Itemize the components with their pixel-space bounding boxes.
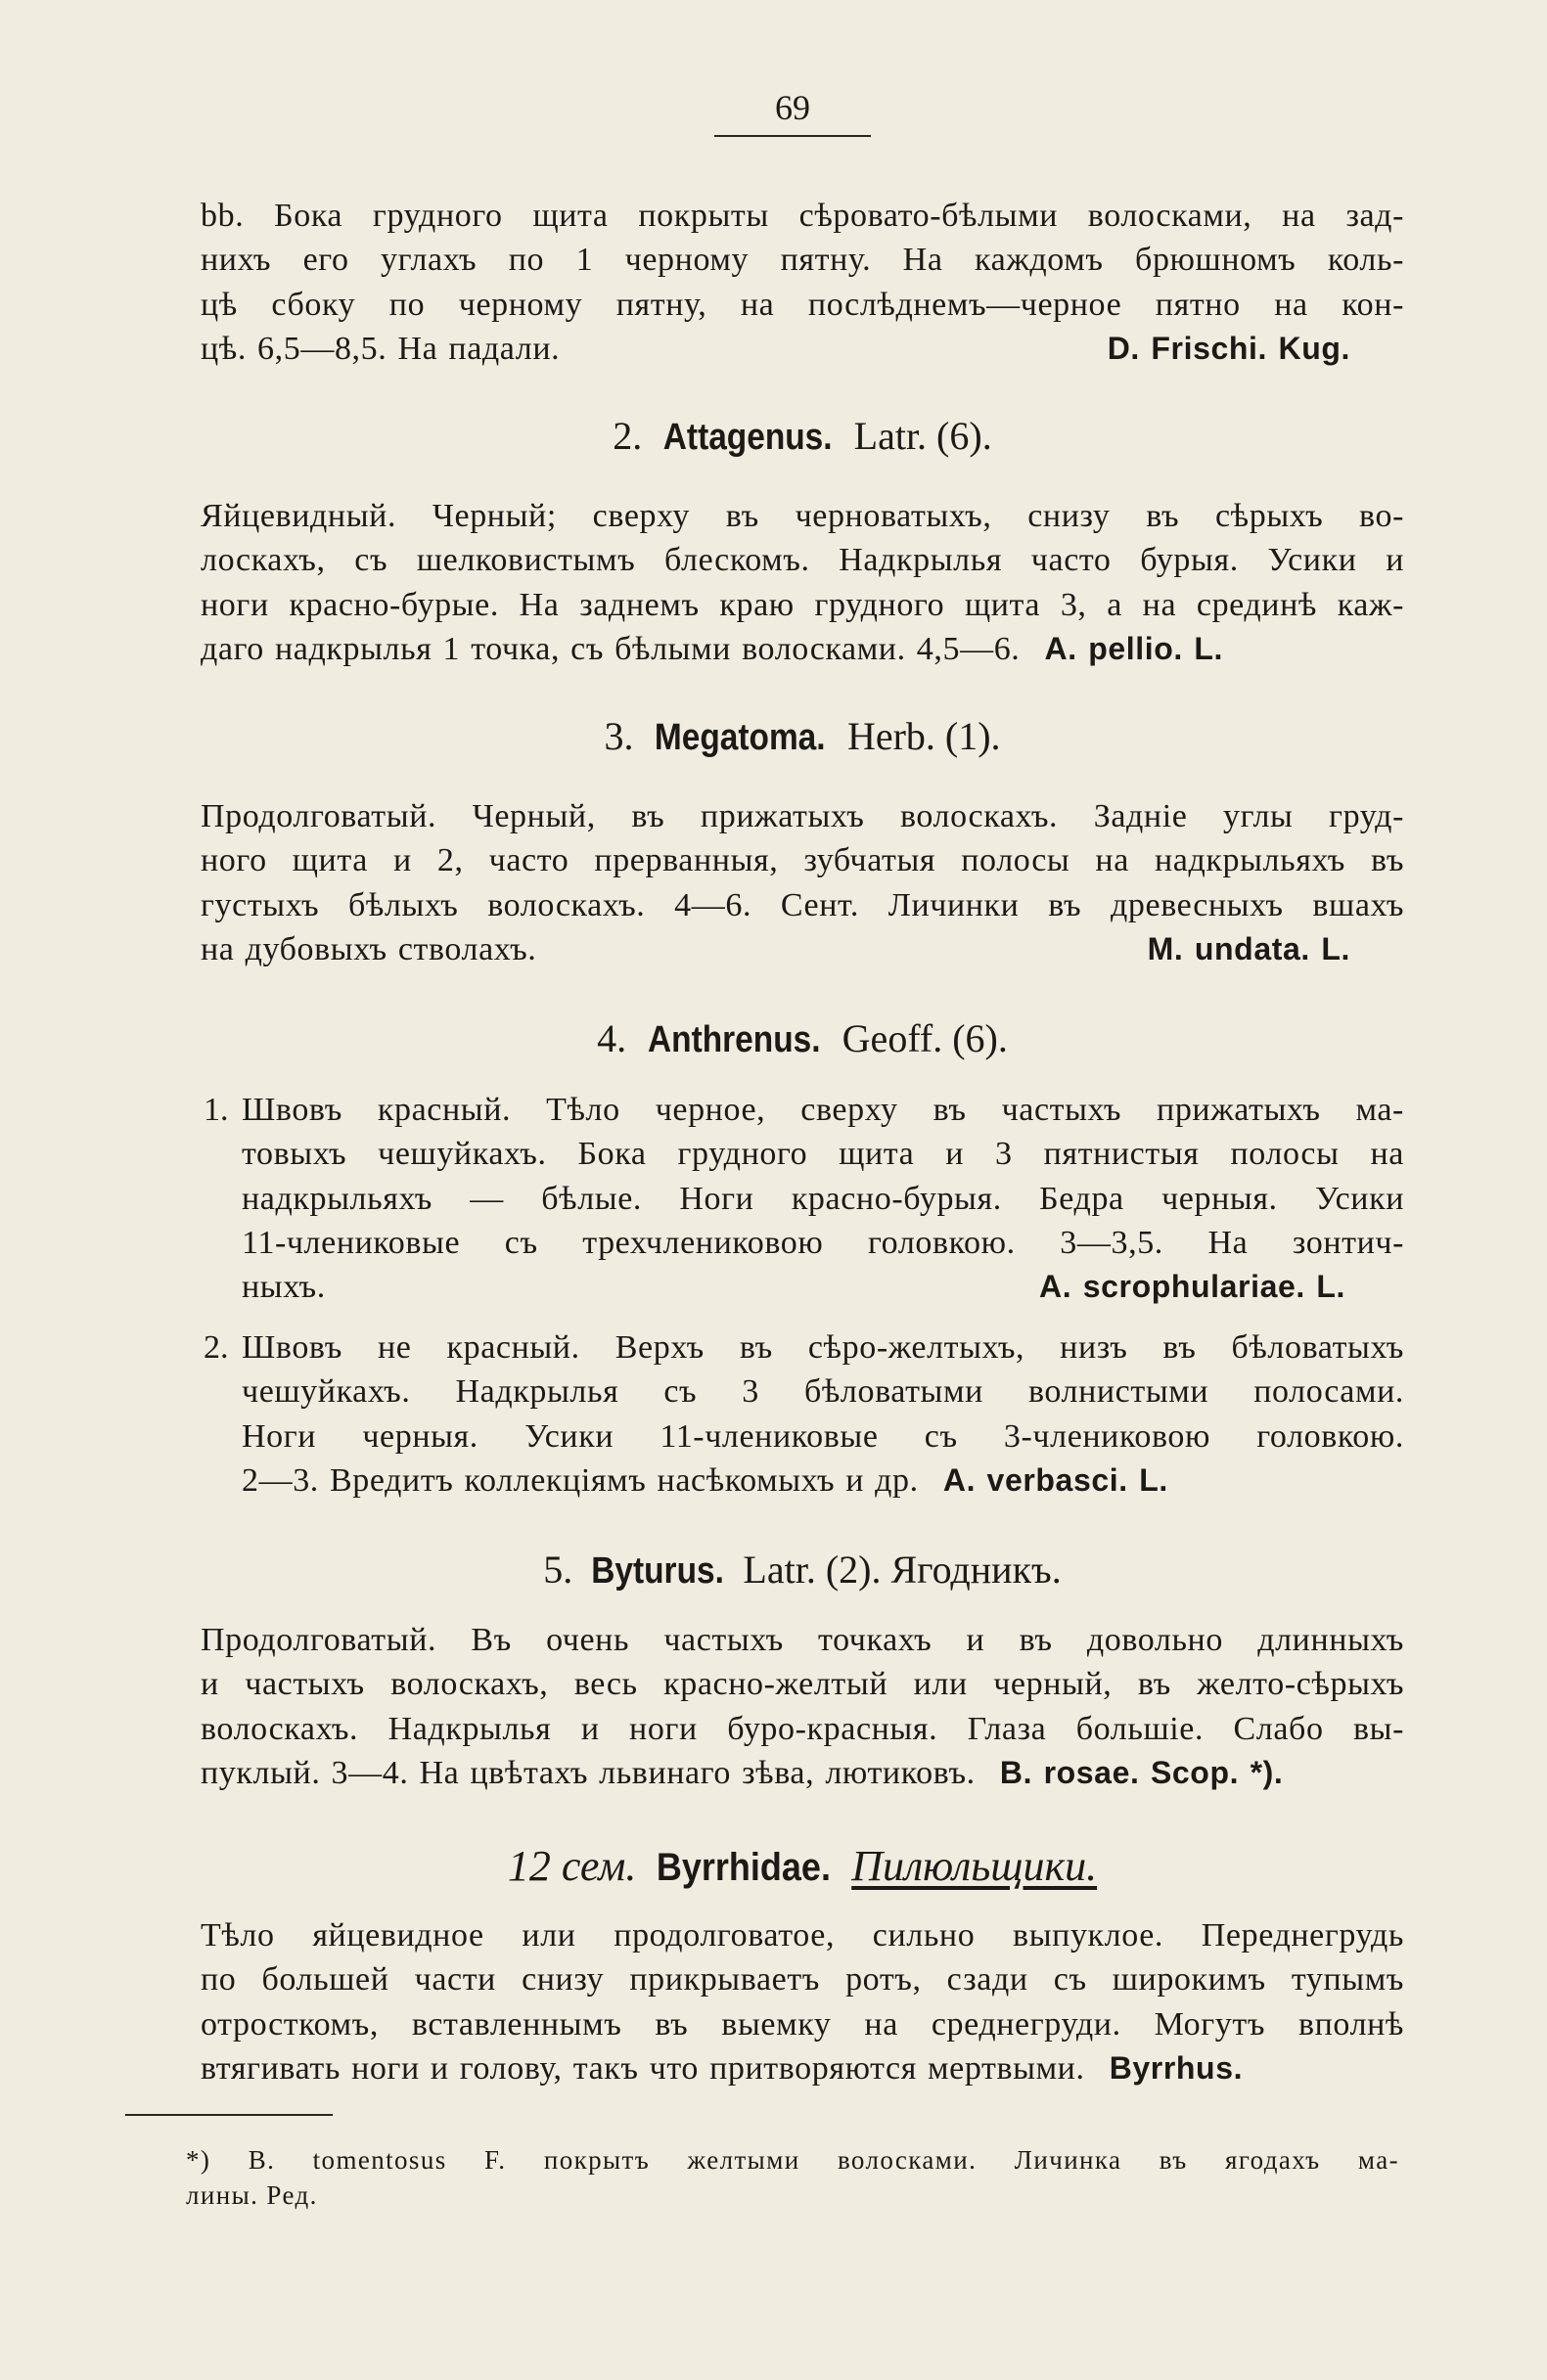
text-line: 11-члениковые съ трехчлениковою головкою. 3—3,5. На зонтич- [242,1224,1404,1261]
text-line [201,327,1404,371]
key-number: 2. [204,1329,229,1366]
genus-author: Latr. (6). [853,414,992,458]
genus-description [201,494,1404,671]
genus-heading [201,1545,1404,1596]
text-line: Продолговатый. Черный, въ прижатыхъ волоскахъ. Задніе углы груд- [201,798,1404,834]
text-line: отросткомъ, вставленнымъ въ выемку на среднегруди. Могутъ вполнѣ [201,2005,1404,2043]
text-line: Тѣло яйцевидное или продолговатое, сильно выпуклое. Переднегрудь [201,1917,1404,1953]
genus-number: 3. [604,714,634,758]
footnote-line: *) B. tomentosus F. покрытъ желтыми волосками. Личинка въ ягодахъ ма- [186,2145,1399,2175]
species-name: A. verbasci. L. [942,1461,1168,1498]
text-line-start: ныхъ. [242,1269,326,1306]
family-heading [201,1839,1404,1895]
genus-heading [201,411,1404,463]
text-line: Продолговатый. Въ очень частыхъ точкахъ и въ довольно длинныхъ [201,1622,1404,1658]
text-line [242,1459,1404,1503]
genus-author: Herb. (1). [846,714,1001,758]
genus-number: 4. [597,1016,627,1060]
key-number: 1. [204,1092,229,1128]
text-line: ноги красно-бурые. На заднемъ краю грудного щита 3, а на срединѣ каж- [201,586,1404,623]
species-name: B. rosae. Scop. *). [999,1754,1284,1790]
genus-name: Byturus. [591,1550,725,1592]
genus-name: Attagenus. [663,417,833,458]
text-line: и частыхъ волоскахъ, весь красно-желтый или черный, въ желто-сѣрыхъ [201,1666,1404,1703]
genus-author: Latr. (2). Ягодникъ. [743,1548,1062,1592]
text-line [201,627,1404,671]
genus-name: Byrrhus. [1109,2049,1244,2086]
text-line: Швовъ не красный. Верхъ въ сѣро-желтыхъ, низъ въ бѣловатыхъ [242,1329,1404,1366]
species-name: A. scrophulariae. L. [1039,1269,1345,1305]
text-line: надкрыльяхъ — бѣлые. Ноги красно-бурыя. Бедра черныя. Усики [242,1180,1404,1217]
text-line: цѣ сбоку по черному пятну, на послѣднемъ—черное пятно на кон- [201,286,1404,323]
footnote [186,2142,1399,2213]
species-name: A. pellio. L. [1044,630,1224,666]
genus-description [201,1618,1404,1795]
text-line-start: втягивать ноги и голову, такъ что притворяются мертвыми. [201,2049,1085,2087]
footnote-line: лины. Ред. [186,2180,318,2210]
genus-heading [201,1013,1404,1065]
footnote-divider [125,2114,333,2116]
page-number: 69 [714,86,871,137]
text-line [201,1751,1404,1795]
family-description [201,1913,1404,2090]
text-line: Ноги черныя. Усики 11-члениковые съ 3-члениковою головкою. [242,1417,1404,1455]
text-line: Яйцевидный. Черный; сверху въ черноватыхъ, снизу въ сѣрыхъ во- [201,498,1404,534]
species-name: M. undata. L. [1147,930,1350,966]
family-number: 12 сем. [507,1842,637,1890]
family-latin-name: Byrrhidae. [657,1846,832,1889]
text-line-start: пуклый. 3—4. На цвѣтахъ львинаго зѣва, лютиковъ. [201,1754,976,1791]
key-entry [242,1088,1404,1309]
genus-number: 2. [613,414,643,458]
text-line: чешуйкахъ. Надкрылья съ 3 бѣловатыми волнистыми полосами. [242,1373,1404,1411]
text-line [201,2046,1404,2090]
genus-author: Geoff. (6). [842,1016,1008,1060]
genus-name: Anthrenus. [648,1019,821,1060]
genus-name: Megatoma. [655,717,827,758]
text-line [242,1265,1404,1309]
text-line: по большей части снизу прикрываетъ ротъ, сзади съ широкимъ тупымъ [201,1961,1404,1998]
text-line: bb. Бока грудного щита покрыты сѣровато-бѣлыми волосками, на зад- [201,198,1404,234]
text-line: нихъ его углахъ по 1 черному пятну. На каждомъ брюшномъ коль- [201,242,1404,279]
species-name: D. Frischi. Kug. [1107,330,1350,366]
text-line [201,927,1404,971]
text-line: товыхъ чешуйкахъ. Бока грудного щита и 3 пятнистыя полосы на [242,1136,1404,1173]
text-line: лоскахъ, съ шелковистымъ блескомъ. Надкрылья часто бурыя. Усики и [201,542,1404,579]
genus-description [201,794,1404,971]
text-line-start: цѣ. 6,5—8,5. На падали. [201,330,561,367]
intro-key-paragraph [201,194,1404,371]
family-russian-name: Пилюльщики. [851,1842,1098,1890]
text-line-start: на дубовыхъ стволахъ. [201,930,537,967]
text-line: волоскахъ. Надкрылья и ноги буро-красныя. Глаза большіе. Слабо вы- [201,1710,1404,1747]
key-entry [242,1325,1404,1503]
text-line: густыхъ бѣлыхъ волоскахъ. 4—6. Сент. Личинки въ древесныхъ вшахъ [201,886,1404,923]
text-line-start: даго надкрылья 1 точка, съ бѣлыми волосками. 4,5—6. [201,630,1021,667]
text-line: ного щита и 2, часто прерванныя, зубчатыя полосы на надкрыльяхъ въ [201,842,1404,879]
genus-heading [201,711,1404,763]
text-line-start: 2—3. Вредитъ коллекціямъ насѣкомыхъ и др. [242,1461,919,1499]
text-line: Швовъ красный. Тѣло черное, сверху въ частыхъ прижатыхъ ма- [242,1092,1404,1128]
genus-number: 5. [543,1548,573,1592]
